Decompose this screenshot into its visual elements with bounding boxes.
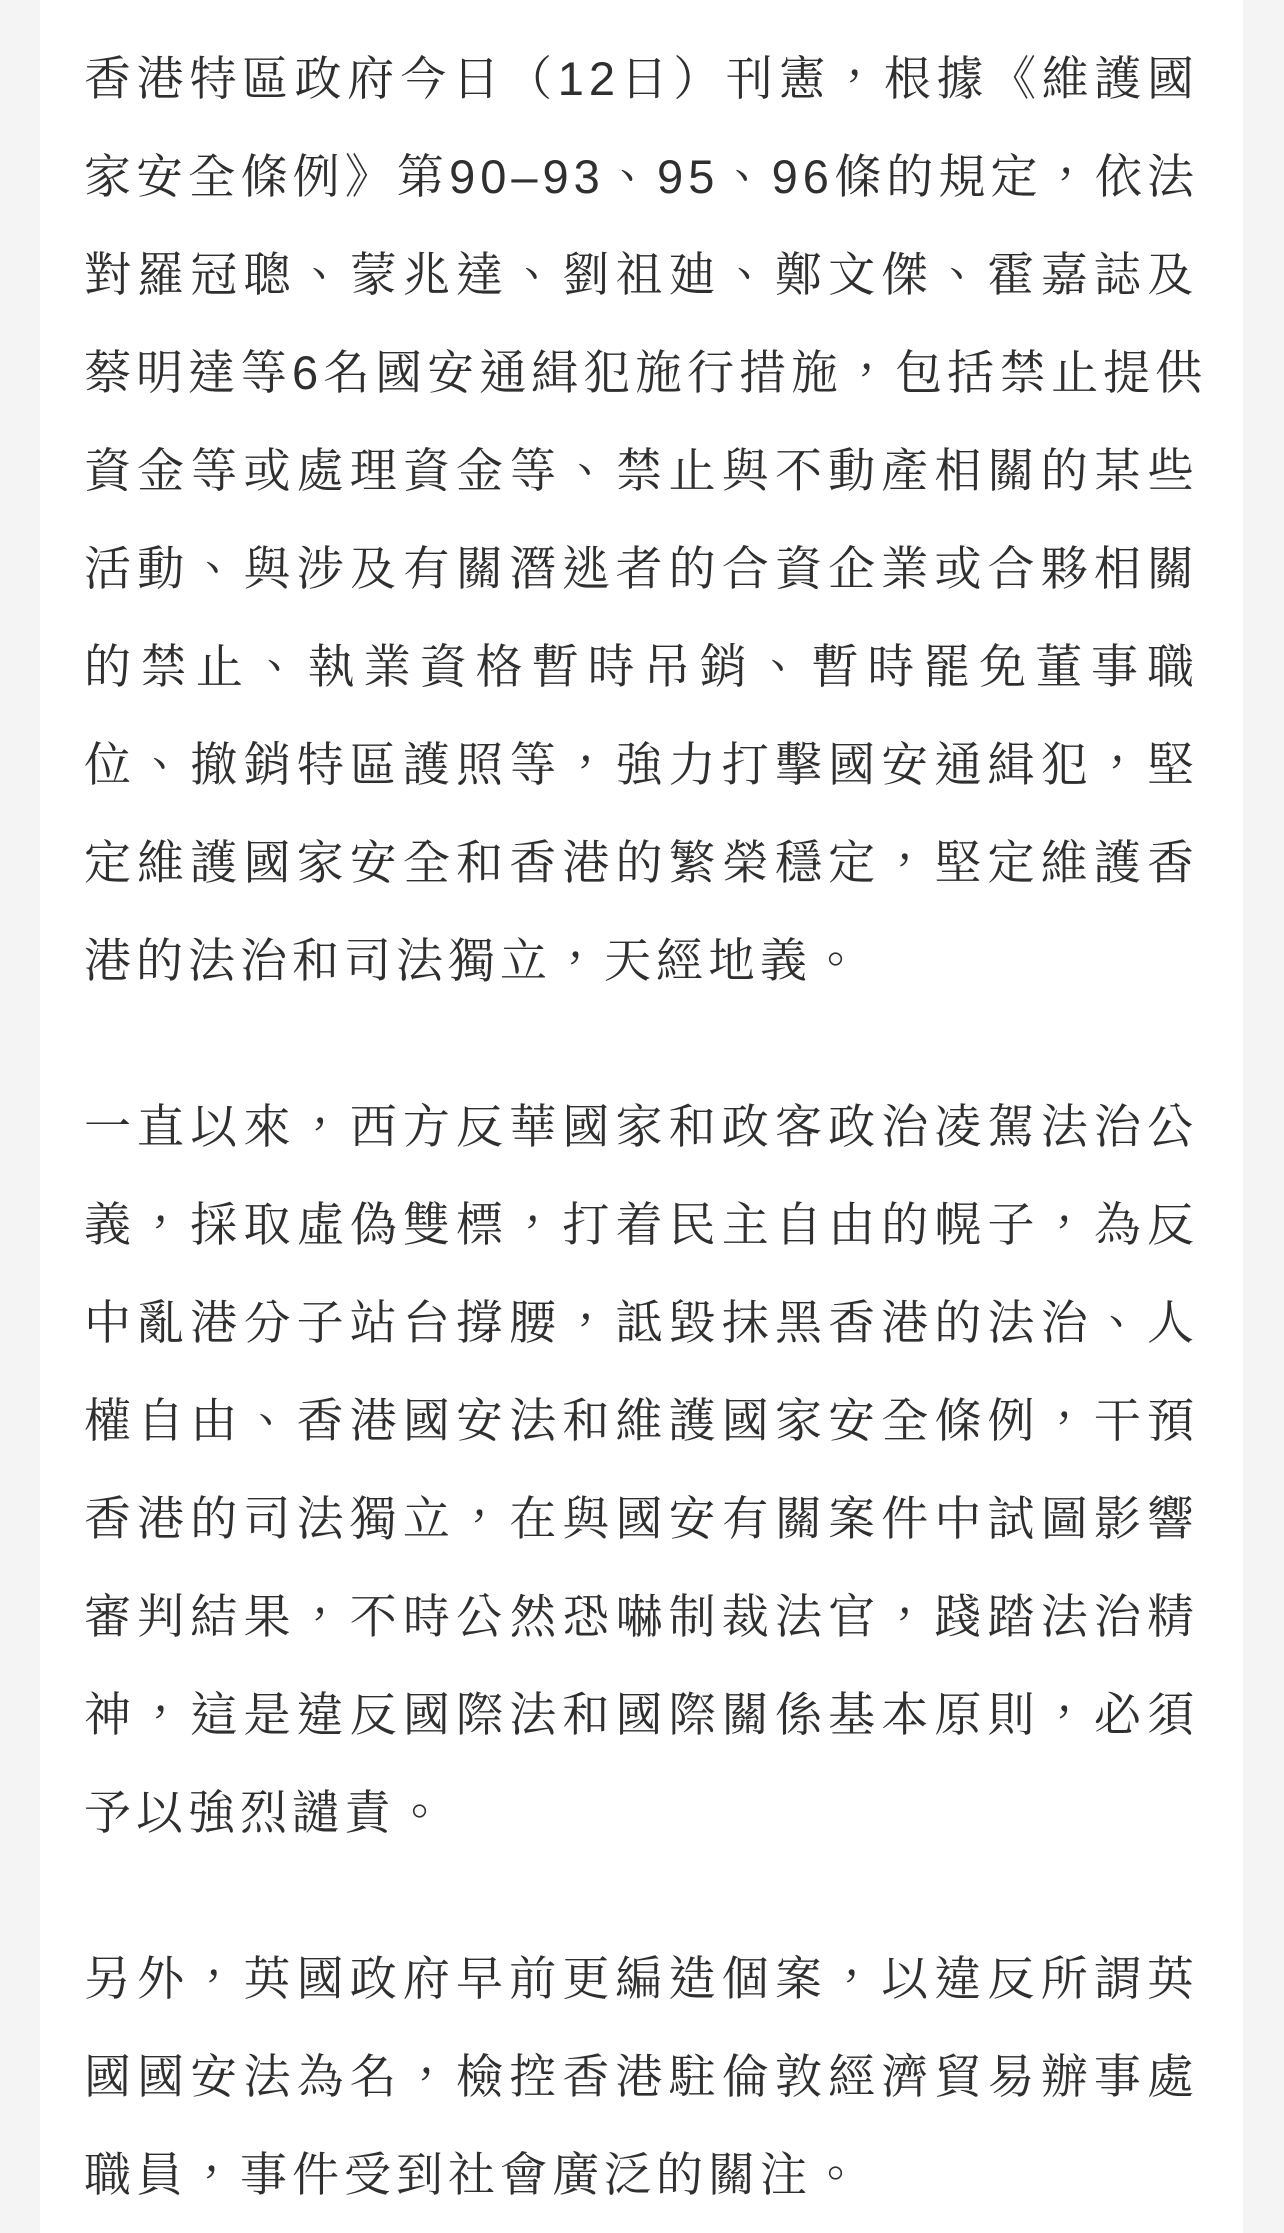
article-card	[40, 0, 1243, 2233]
text-line: 義，採取虛偽雙標，打着民主自由的幌子，為反	[84, 1198, 1199, 1251]
text-line: 位、撤銷特區護照等，強力打擊國安通緝犯，堅	[84, 738, 1199, 791]
article-body	[84, 30, 1208, 2224]
text-line: 香港的司法獨立，在與國安有關案件中試圖影響	[84, 1492, 1199, 1545]
paragraph	[84, 30, 1208, 1010]
paragraph	[84, 1078, 1199, 1862]
text-line: 對羅冠聰、蒙兆達、劉祖廸、鄭文傑、霍嘉誌及	[84, 248, 1199, 301]
text-line: 另外，英國政府早前更編造個案，以違反所謂英	[84, 1952, 1199, 2005]
text-line: 職員，事件受到社會廣泛的關注。	[84, 2148, 864, 2201]
text-line: 資金等或處理資金等、禁止與不動產相關的某些	[84, 444, 1199, 497]
text-line: 港的法治和司法獨立，天經地義。	[84, 934, 864, 987]
text-line: 的禁止、執業資格暫時吊銷、暫時罷免董事職	[84, 640, 1199, 693]
text-line: 活動、與涉及有關潛逃者的合資企業或合夥相關	[84, 542, 1199, 595]
text-line: 蔡明達等6名國安通緝犯施行措施，包括禁止提供	[84, 346, 1208, 399]
text-line: 定維護國家安全和香港的繁榮穩定，堅定維護香	[84, 836, 1199, 889]
text-line: 中亂港分子站台撐腰，詆毀抹黑香港的法治、人	[84, 1296, 1199, 1349]
text-line: 予以強烈譴責。	[84, 1786, 448, 1839]
text-line: 權自由、香港國安法和維護國家安全條例，干預	[84, 1394, 1199, 1447]
text-line: 國國安法為名，檢控香港駐倫敦經濟貿易辦事處	[84, 2050, 1199, 2103]
text-line: 家安全條例》第90–93、95、96條的規定，依法	[84, 150, 1199, 203]
text-line: 一直以來，西方反華國家和政客政治凌駕法治公	[84, 1100, 1199, 1153]
paragraph	[84, 1930, 1199, 2224]
text-line: 神，這是違反國際法和國際關係基本原則，必須	[84, 1688, 1199, 1741]
text-line: 香港特區政府今日（12日）刊憲，根據《維護國	[84, 52, 1199, 105]
text-line: 審判結果，不時公然恐嚇制裁法官，踐踏法治精	[84, 1590, 1199, 1643]
